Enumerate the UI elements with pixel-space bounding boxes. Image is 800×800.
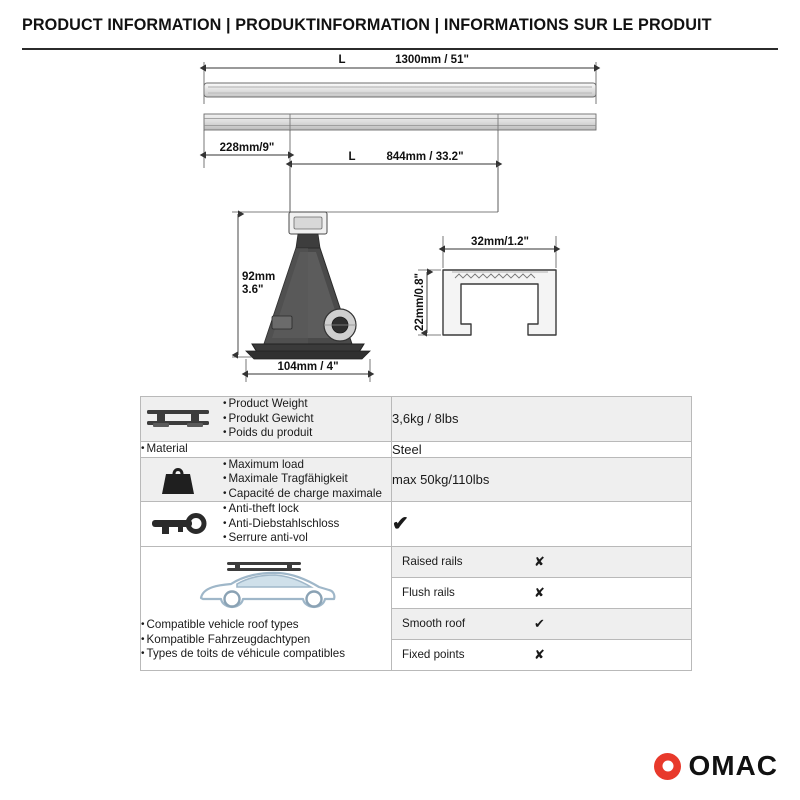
svg-text:104mm / 4": 104mm / 4" — [277, 361, 339, 373]
car-with-rails-icon — [141, 554, 391, 614]
spec-label: • Capacité de charge maximale — [223, 487, 382, 502]
spec-label: • Serrure anti-vol — [223, 531, 339, 546]
roof-type-options-cell — [392, 546, 692, 670]
roof-type-row — [392, 577, 691, 608]
roof-type-name: Smooth roof — [392, 608, 524, 639]
spec-label: • Poids du produit — [223, 426, 314, 441]
spec-value: max 50kg/110lbs — [392, 457, 692, 502]
spec-label: • Product Weight — [223, 397, 314, 412]
svg-text:32mm/1.2": 32mm/1.2" — [471, 236, 529, 248]
technical-drawing — [0, 52, 800, 382]
spec-label: • Maximum load — [223, 458, 382, 473]
spec-label-cell — [141, 397, 392, 442]
svg-text:L: L — [338, 54, 346, 66]
spec-label: • Anti-theft lock — [223, 502, 339, 517]
table-row — [141, 441, 692, 457]
spec-label-cell — [141, 457, 392, 502]
svg-text:3.6": 3.6" — [242, 284, 264, 296]
roof-type-label-cell — [141, 546, 392, 670]
lock-key-icon — [141, 509, 215, 539]
header-divider — [22, 48, 778, 50]
roof-type-name: Flush rails — [392, 577, 524, 608]
roof-type-name: Raised rails — [392, 547, 524, 578]
check-icon: ✔ — [392, 512, 409, 535]
spec-label: • Anti-Diebstahlschloss — [223, 517, 339, 532]
svg-text:L: L — [348, 151, 356, 163]
roof-type-mark: ✘ — [534, 646, 545, 662]
omac-circle-icon — [654, 753, 681, 780]
page-title: PRODUCT INFORMATION | PRODUKTINFORMATION | INFORMATIONS SUR LE PRODUIT — [22, 16, 712, 34]
roof-type-row — [392, 547, 691, 578]
roof-type-table — [392, 547, 691, 670]
spec-label: • Produkt Gewicht — [223, 412, 314, 427]
brand-name: OMAC — [688, 750, 778, 781]
roof-type-label: • Kompatible Fahrzeugdachtypen — [141, 633, 391, 648]
svg-text:22mm/0.8": 22mm/0.8" — [414, 273, 426, 331]
weight-icon — [141, 461, 215, 497]
spec-labels — [223, 458, 382, 502]
spec-labels — [223, 502, 339, 546]
roof-type-label: • Types de toits de véhicule compatibles — [141, 647, 391, 662]
spec-label-cell — [141, 502, 392, 547]
roof-type-name: Fixed points — [402, 648, 465, 661]
table-row — [141, 502, 692, 547]
spec-value — [392, 502, 692, 547]
spec-label-cell — [141, 441, 392, 457]
roof-type-label: • Compatible vehicle roof types — [141, 618, 391, 633]
header — [22, 16, 778, 50]
svg-text:228mm/9": 228mm/9" — [219, 142, 275, 154]
roof-type-row — [392, 639, 691, 670]
roof-type-row — [392, 608, 691, 639]
table-row — [141, 546, 692, 670]
svg-text:92mm: 92mm — [242, 271, 276, 283]
roof-type-mark: ✘ — [524, 547, 691, 578]
spec-value: Steel — [392, 441, 692, 457]
specification-table — [140, 396, 692, 671]
roof-type-mark: ✘ — [524, 577, 691, 608]
table-row — [141, 397, 692, 442]
spec-labels — [141, 442, 391, 457]
spec-label: • Material — [141, 442, 391, 457]
spec-label: • Maximale Tragfähigkeit — [223, 472, 382, 487]
spec-labels — [223, 397, 314, 441]
roof-type-labels — [141, 618, 391, 662]
brand-logo — [654, 750, 778, 782]
svg-text:844mm / 33.2": 844mm / 33.2" — [386, 151, 464, 163]
roof-type-mark: ✔ — [524, 608, 691, 639]
table-row — [141, 457, 692, 502]
svg-text:1300mm / 51": 1300mm / 51" — [395, 54, 469, 66]
spec-value: 3,6kg / 8lbs — [392, 397, 692, 442]
roof-bars-icon — [141, 403, 215, 435]
